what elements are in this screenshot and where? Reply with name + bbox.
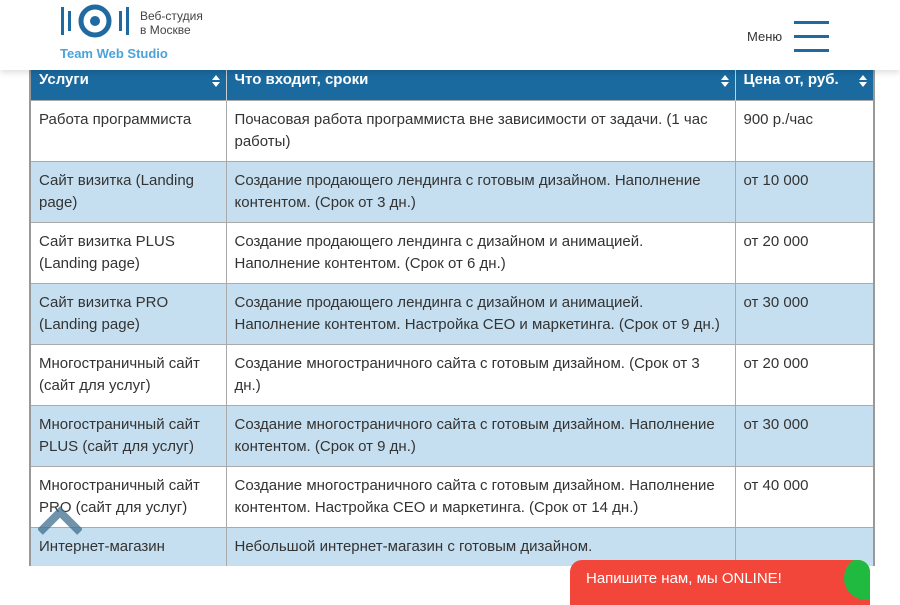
chat-widget-button[interactable] xyxy=(570,560,870,605)
cell-service: Сайт визитка PLUS (Landing page) xyxy=(31,223,226,284)
sort-updown-icon[interactable] xyxy=(721,74,729,88)
chat-label: Напишите нам, мы ONLINE! xyxy=(586,570,782,587)
logo-tagline xyxy=(140,9,260,37)
cell-price: от 30 000 xyxy=(735,406,873,467)
cell-details: Создание многостраничного сайта с готовым дизайном. Наполнение контентом. (Срок от 9 дн.) xyxy=(226,406,735,467)
prices-table-container xyxy=(29,62,875,566)
cell-service: Многостраничный сайт PRO (сайт для услуг) xyxy=(31,467,226,528)
sort-updown-icon[interactable] xyxy=(859,74,867,88)
menu-button[interactable] xyxy=(747,18,829,54)
cell-details: Почасовая работа программиста вне зависимости от задачи. (1 час работы) xyxy=(226,101,735,162)
cell-price: от 30 000 xyxy=(735,284,873,345)
table-row xyxy=(31,284,873,345)
column-header-details[interactable]: Что входит, сроки xyxy=(226,62,735,101)
broadcast-target-icon xyxy=(60,3,130,39)
cell-service: Интернет-магазин xyxy=(31,528,226,567)
column-header-price[interactable]: Цена от, руб. xyxy=(735,62,873,101)
cell-details: Небольшой интернет-магазин с готовым дизайном. xyxy=(226,528,735,567)
table-row xyxy=(31,223,873,284)
cell-service: Сайт визитка PRO (Landing page) xyxy=(31,284,226,345)
cell-service: Многостраничный сайт PLUS (сайт для услуг) xyxy=(31,406,226,467)
table-row xyxy=(31,162,873,223)
prices-table xyxy=(31,62,873,566)
tagline-line2: в Москве xyxy=(140,23,191,37)
table-row xyxy=(31,406,873,467)
column-header-services[interactable]: Услуги xyxy=(31,62,226,101)
cell-details: Создание продающего лендинга с готовым дизайном. Наполнение контентом. (Срок от 3 дн.) xyxy=(226,162,735,223)
table-row xyxy=(31,345,873,406)
cell-details: Создание многостраничного сайта с готовым дизайном. Наполнение контентом. Настройка СЕО и маркетинга. (Срок от 14 дн.) xyxy=(226,467,735,528)
cell-price: от 20 000 xyxy=(735,345,873,406)
table-row xyxy=(31,101,873,162)
site-header xyxy=(0,0,900,70)
sort-updown-icon[interactable] xyxy=(212,74,220,88)
cell-service: Работа программиста xyxy=(31,101,226,162)
cell-price: 900 р./час xyxy=(735,101,873,162)
cell-service: Сайт визитка (Landing page) xyxy=(31,162,226,223)
menu-label: Меню xyxy=(747,28,783,44)
chevron-up-icon[interactable] xyxy=(38,506,82,536)
table-row xyxy=(31,467,873,528)
hamburger-icon[interactable] xyxy=(794,20,829,53)
cell-service: Многостраничный сайт (сайт для услуг) xyxy=(31,345,226,406)
tagline-line1: Веб-студия xyxy=(140,9,203,23)
cell-price: от 40 000 xyxy=(735,467,873,528)
cell-details: Создание продающего лендинга с дизайном и анимацией. Наполнение контентом. (Срок от 6 дн.) xyxy=(226,223,735,284)
cell-details: Создание многостраничного сайта с готовым дизайном. (Срок от 3 дн.) xyxy=(226,345,735,406)
online-status-icon xyxy=(844,560,870,600)
cell-price: от 10 000 xyxy=(735,162,873,223)
cell-price: от 20 000 xyxy=(735,223,873,284)
cell-details: Создание продающего лендинга с дизайном и анимацией. Наполнение контентом. Настройка СЕО и маркетинга. (Срок от 9 дн.) xyxy=(226,284,735,345)
logo-name: Team Web Studio xyxy=(60,46,168,61)
